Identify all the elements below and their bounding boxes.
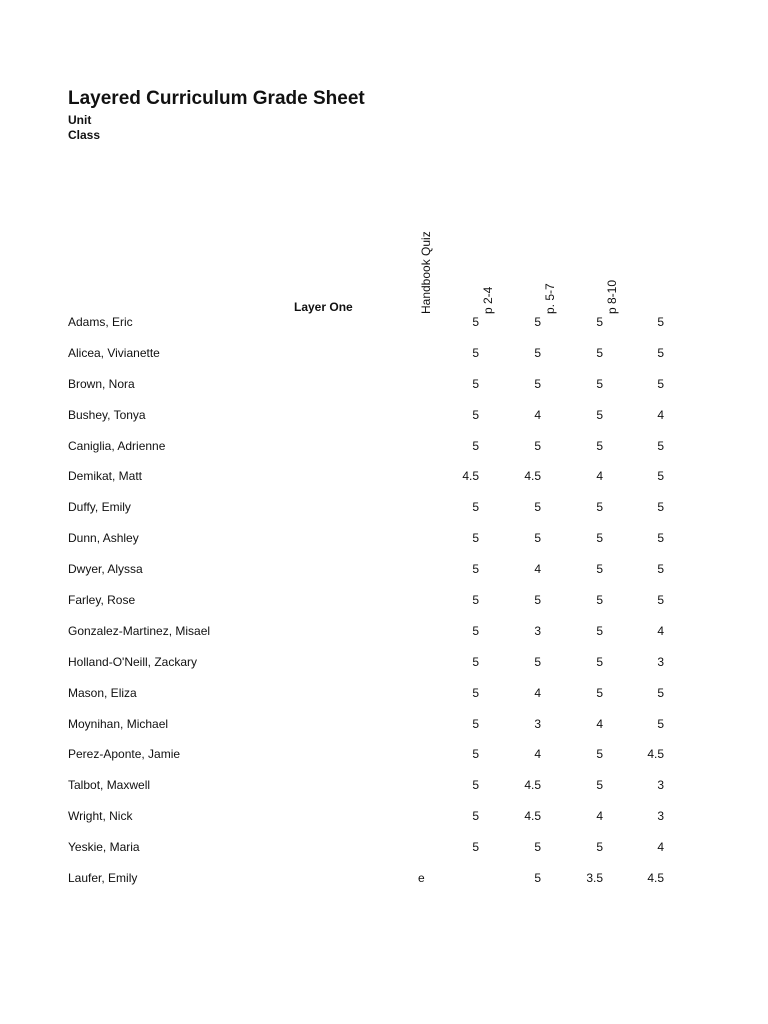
column-header-p8-10: p 8-10	[605, 279, 619, 314]
score-cell: 5	[534, 840, 541, 855]
page-title: Layered Curriculum Grade Sheet	[68, 88, 365, 109]
score-cell: 5	[472, 593, 479, 608]
score-cell: 5	[596, 685, 603, 700]
table-row	[0, 561, 768, 592]
student-name: Wright, Nick	[68, 809, 133, 824]
score-cell: 5	[596, 593, 603, 608]
score-cell: 4	[596, 716, 603, 731]
table-row	[0, 592, 768, 623]
score-cell: 5	[472, 407, 479, 422]
score-cell: 5	[472, 438, 479, 453]
score-cell: 5	[534, 654, 541, 669]
score-cell: 5	[657, 469, 664, 484]
score-cell: 5	[657, 315, 664, 329]
score-cell: 5	[657, 562, 664, 577]
table-row	[0, 746, 768, 777]
student-name: Demikat, Matt	[68, 469, 143, 484]
score-cell: 5	[472, 623, 479, 638]
student-name: Perez-Aponte, Jamie	[68, 747, 181, 762]
score-cell: 5	[657, 716, 664, 731]
student-name: Caniglia, Adrienne	[68, 438, 166, 453]
score-cell: 3	[534, 716, 541, 731]
score-cell: 5	[534, 531, 541, 546]
score-cell: 5	[657, 531, 664, 546]
score-cell: 4.5	[524, 469, 541, 484]
score-cell: 4	[657, 840, 664, 855]
student-name: Brown, Nora	[68, 376, 135, 391]
student-name: Yeskie, Maria	[68, 840, 140, 855]
score-cell: 5	[472, 376, 479, 391]
student-name: Laufer, Emily	[68, 871, 138, 886]
score-cell: 5	[596, 654, 603, 669]
score-cell: 5	[596, 747, 603, 762]
score-cell: 4.5	[524, 809, 541, 824]
student-name: Mason, Eliza	[68, 685, 137, 700]
handbook-quiz-mark: e	[418, 871, 425, 886]
score-cell: 4	[596, 809, 603, 824]
student-name: Gonzalez-Martinez, Misael	[68, 623, 211, 638]
score-cell: 5	[534, 345, 541, 360]
score-cell: 5	[596, 315, 603, 329]
score-cell: 5	[534, 376, 541, 391]
score-cell: 5	[472, 685, 479, 700]
score-cell: 4.5	[462, 469, 479, 484]
score-cell: 3	[657, 654, 664, 669]
score-cell: 4	[534, 562, 541, 577]
column-header-p2-4: p 2-4	[481, 286, 495, 314]
score-cell: 5	[657, 438, 664, 453]
grade-table	[0, 314, 768, 901]
score-cell: 5	[534, 871, 541, 886]
score-cell: 5	[534, 315, 541, 329]
student-name: Moynihan, Michael	[68, 716, 169, 731]
student-name: Dwyer, Alyssa	[68, 562, 143, 577]
score-cell: 5	[472, 315, 479, 329]
table-row	[0, 376, 768, 407]
score-cell: 5	[596, 531, 603, 546]
score-cell: 5	[534, 593, 541, 608]
student-name: Adams, Eric	[68, 315, 133, 329]
student-name: Duffy, Emily	[68, 500, 131, 515]
table-row	[0, 654, 768, 685]
score-cell: 4	[657, 623, 664, 638]
unit-label: Unit	[68, 113, 92, 127]
score-cell: 4	[534, 685, 541, 700]
score-cell: 5	[472, 654, 479, 669]
layer-one-label: Layer One	[294, 300, 353, 314]
score-cell: 5	[596, 438, 603, 453]
score-cell: 5	[657, 593, 664, 608]
score-cell: 5	[472, 562, 479, 577]
score-cell: 3.5	[586, 871, 603, 886]
score-cell: 4.5	[524, 778, 541, 793]
student-name: Dunn, Ashley	[68, 531, 139, 546]
score-cell: 5	[596, 500, 603, 515]
score-cell: 5	[472, 500, 479, 515]
score-cell: 4	[534, 407, 541, 422]
student-name: Farley, Rose	[68, 593, 136, 608]
score-cell: 5	[472, 345, 479, 360]
score-cell: 5	[657, 685, 664, 700]
score-cell: 5	[596, 562, 603, 577]
score-cell: 5	[534, 438, 541, 453]
score-cell: 5	[596, 345, 603, 360]
score-cell: 5	[657, 500, 664, 515]
table-row	[0, 499, 768, 530]
student-name: Bushey, Tonya	[68, 407, 146, 422]
student-name: Talbot, Maxwell	[68, 778, 151, 793]
table-row	[0, 407, 768, 438]
table-row	[0, 345, 768, 376]
student-name: Alicea, Vivianette	[68, 345, 160, 360]
score-cell: 5	[596, 376, 603, 391]
score-cell: 5	[596, 840, 603, 855]
score-cell: 5	[596, 407, 603, 422]
score-cell: 4	[534, 747, 541, 762]
table-row	[0, 438, 768, 469]
score-cell: 5	[472, 531, 479, 546]
table-row	[0, 870, 768, 901]
table-row	[0, 468, 768, 499]
score-cell: 4.5	[647, 747, 664, 762]
score-cell: 5	[534, 500, 541, 515]
class-label: Class	[68, 128, 101, 142]
table-row	[0, 530, 768, 561]
table-row	[0, 808, 768, 839]
score-cell: 3	[657, 778, 664, 793]
score-cell: 5	[657, 376, 664, 391]
score-cell: 4	[596, 469, 603, 484]
score-cell: 5	[657, 345, 664, 360]
table-row	[0, 314, 768, 345]
score-cell: 5	[596, 623, 603, 638]
score-cell: 3	[657, 809, 664, 824]
table-row	[0, 685, 768, 716]
score-cell: 5	[472, 747, 479, 762]
score-cell: 4.5	[647, 871, 664, 886]
score-cell: 5	[596, 778, 603, 793]
score-cell: 5	[472, 809, 479, 824]
table-row	[0, 623, 768, 654]
student-name: Holland-O'Neill, Zackary	[68, 654, 197, 669]
score-cell: 3	[534, 623, 541, 638]
table-row	[0, 839, 768, 870]
score-cell: 5	[472, 716, 479, 731]
table-row	[0, 777, 768, 808]
score-cell: 5	[472, 778, 479, 793]
column-header-handbook-quiz: Handbook Quiz	[419, 231, 433, 314]
column-header-p5-7: p. 5-7	[543, 283, 557, 314]
score-cell: 5	[472, 840, 479, 855]
score-cell: 4	[657, 407, 664, 422]
table-row	[0, 716, 768, 747]
